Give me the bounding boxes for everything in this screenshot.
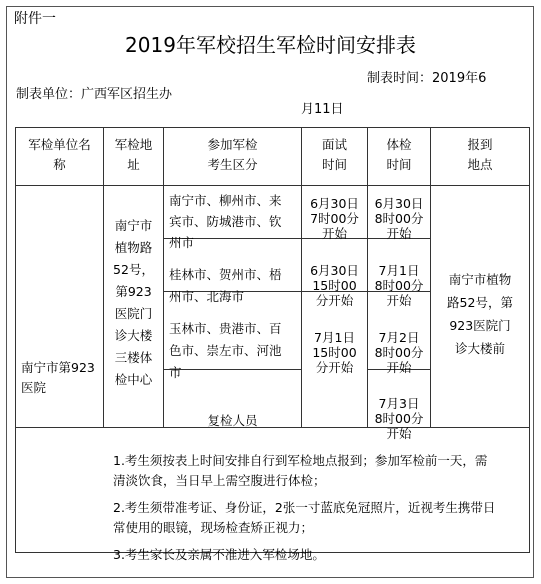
physical-time-row-4: 7月3日 8时00分 开始 bbox=[374, 396, 424, 441]
region-row-1: 南宁市、柳州市、来 宾市、防城港市、钦 州市 bbox=[169, 193, 282, 250]
note-line: 清淡饮食，当日早上需空腹进行体检； bbox=[113, 473, 326, 488]
header-interview: 面试 时间 bbox=[321, 137, 347, 172]
physical-time-row-3: 7月2日 8时00分 开始 bbox=[374, 330, 424, 375]
note-line: 3.考生家长及亲属不准进入军检场地。 bbox=[113, 547, 325, 562]
made-unit: 制表单位：广西军区招生办 bbox=[16, 87, 173, 102]
report-place: 南宁市植物 路52号，第 923医院门 诊大楼前 bbox=[447, 272, 513, 356]
header-region: 参加军检 考生区分 bbox=[207, 137, 258, 172]
region-row-4: 复检人员 bbox=[207, 413, 258, 428]
region-row-2: 桂林市、贺州市、梧 州市、北海市 bbox=[169, 267, 282, 304]
page-title: 2019年军校招生军检时间安排表 bbox=[125, 33, 416, 57]
made-time-line1: 制表时间：2019年6 bbox=[367, 71, 487, 86]
unit-name: 南宁市第923 医院 bbox=[21, 360, 95, 395]
header-unit: 军检单位名 称 bbox=[28, 137, 91, 172]
header-physical: 体检 时间 bbox=[386, 137, 412, 172]
made-time-line2: 月11日 bbox=[301, 102, 344, 117]
interview-time-row-1: 6月30日 7时00分 开始 bbox=[310, 196, 359, 241]
header-report: 报到 地点 bbox=[467, 137, 493, 172]
region-row-3: 玉林市、贵港市、百 色市、崇左市、河池 市 bbox=[169, 321, 282, 380]
interview-time-row-3: 7月1日 15时00 分开始 bbox=[312, 330, 357, 375]
interview-time-row-2: 6月30日 15时00 分开始 bbox=[310, 263, 359, 308]
note-line: 常使用的眼镜，现场检查矫正视力； bbox=[113, 520, 314, 535]
notes bbox=[113, 451, 523, 565]
note-line: 2.考生须带准考证、身份证，2张一寸蓝底免冠照片，近视考生携带日 bbox=[113, 500, 496, 515]
attachment-label: 附件一 bbox=[14, 11, 56, 27]
physical-time-row-2: 7月1日 8时00分 开始 bbox=[374, 263, 424, 308]
physical-time-row-1: 6月30日 8时00分 开始 bbox=[374, 196, 424, 241]
header-address: 军检地 址 bbox=[114, 137, 153, 172]
note-line: 1.考生须按表上时间安排自行到军检地点报到；参加军检前一天，需 bbox=[113, 453, 488, 468]
exam-address: 南宁市 植物路 52号， 第923 医院门 诊大楼 三楼体 检中心 bbox=[113, 218, 154, 387]
